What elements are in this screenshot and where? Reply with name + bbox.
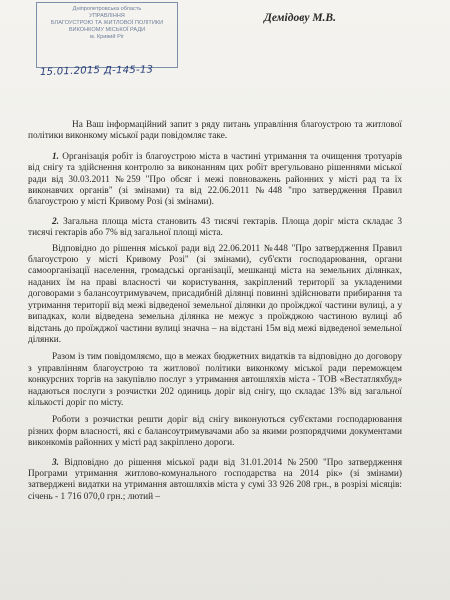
stamp-number: Д-145-13 xyxy=(103,64,154,77)
item-2-paragraph-2: Відповідно до рішення міської ради від 22.06.2011 №448 "Про затвердження Правил благоустрою у місті Кривому Розі" (зі змінами), суб'єкти господарювання, органи самоорганізації населення, громадські організації, мешканці міста на земельних ділянках, наданих їм на праві власності чи користування, закріплений території за укладеними договорами з балансоутримувачем, присадибній ділянці повинні здійснювати прибирання та утримання території від межі відведеної земельної ділянки до проїжджої частини вулиці, а у випадках, коли відведена земельна ділянка не межує з проїжджою частиною вулиці аб відстань до проїжджої частини вулиці значна – на відстані 15м від межі відведеної земельної ділянки. xyxy=(28,243,402,345)
registration-stamp xyxy=(36,2,178,68)
intro-paragraph: На Ваш інформаційний запит з ряду питань управління благоустрою та житлової політики виконкому міської ради повідомляє таке. xyxy=(28,120,402,142)
item-number: 1. xyxy=(52,151,59,162)
stamp-line: БЛАГОУСТРОЮ ТА ЖИТЛОВОЇ ПОЛІТИКИ xyxy=(50,20,164,26)
letter-body xyxy=(28,120,402,511)
item-text: Організація робіт із благоустрою міста в частині утримання та очищення тротуарів від снігу та здійснення контролю за виконанням цих робіт врегульовано рішеннями міської ради від 30.03.2011 №259 "Про обсяг і межі повноважень районних у місті рад та їх виконавчих органів" (зі змінами) та від 22.06.2011 №448 "про затвердження Правил благоустрою у місті Кривому Розі (зі змінами). xyxy=(28,151,402,208)
item-3-paragraph xyxy=(28,458,402,504)
stamp-line: м. Кривий Ріг xyxy=(89,34,125,40)
item-number: 3. xyxy=(52,457,59,468)
stamp-line: ВИКОНКОМУ МІСЬКОЇ РАДИ xyxy=(68,27,146,33)
item-number: 2. xyxy=(52,216,59,227)
item-2-paragraph xyxy=(28,217,402,240)
item-text: Відповідно до рішення міської ради від 31.01.2014 №2500 "Про затвердження Програми утримання житлово-комунального господарства на 2014 рік» (зі змінами) затверджені видатки на утримання автошляхів міста у сумі 33 926 208 грн., в розрізі місяців: січень - 1 716 070,0 грн.; лютий – xyxy=(28,457,402,502)
stamp-line: УПРАВЛІННЯ xyxy=(89,13,125,19)
item-1-paragraph xyxy=(28,152,402,209)
stamp-line: Дніпропетровська область xyxy=(72,6,142,12)
item-2-paragraph-3: Разом із тим повідомляємо, що в межах бюджетних видатків та відповідно до договору з управлінням благоустрою та житлової політики виконкому міської ради переможцем конкурсних торгів на закупівлю послуг з утримання автошляхів міста - ТОВ «Вестатляхбуд» надаються послуги з розчистки 202 одиниць доріг від снігу, що складає 13% від загальної кількості доріг по місту. xyxy=(28,352,402,408)
item-text: Загальна площа міста становить 43 тисячі гектарів. Площа доріг міста складає 3 тисячі гектарів або 7% від загальної площі міста. xyxy=(28,216,403,239)
addressee: Демідову М.В. xyxy=(264,12,336,24)
item-2-paragraph-4: Роботи з розчистки решти доріг від снігу виконуються суб'єктами господарювання різних форм власності, які є балансоутримувачами або за якими розпорядчими документами виконкомів районних у місті рад закріплено дороги. xyxy=(28,415,402,449)
stamp-date: 15.01.2015 xyxy=(39,64,101,79)
